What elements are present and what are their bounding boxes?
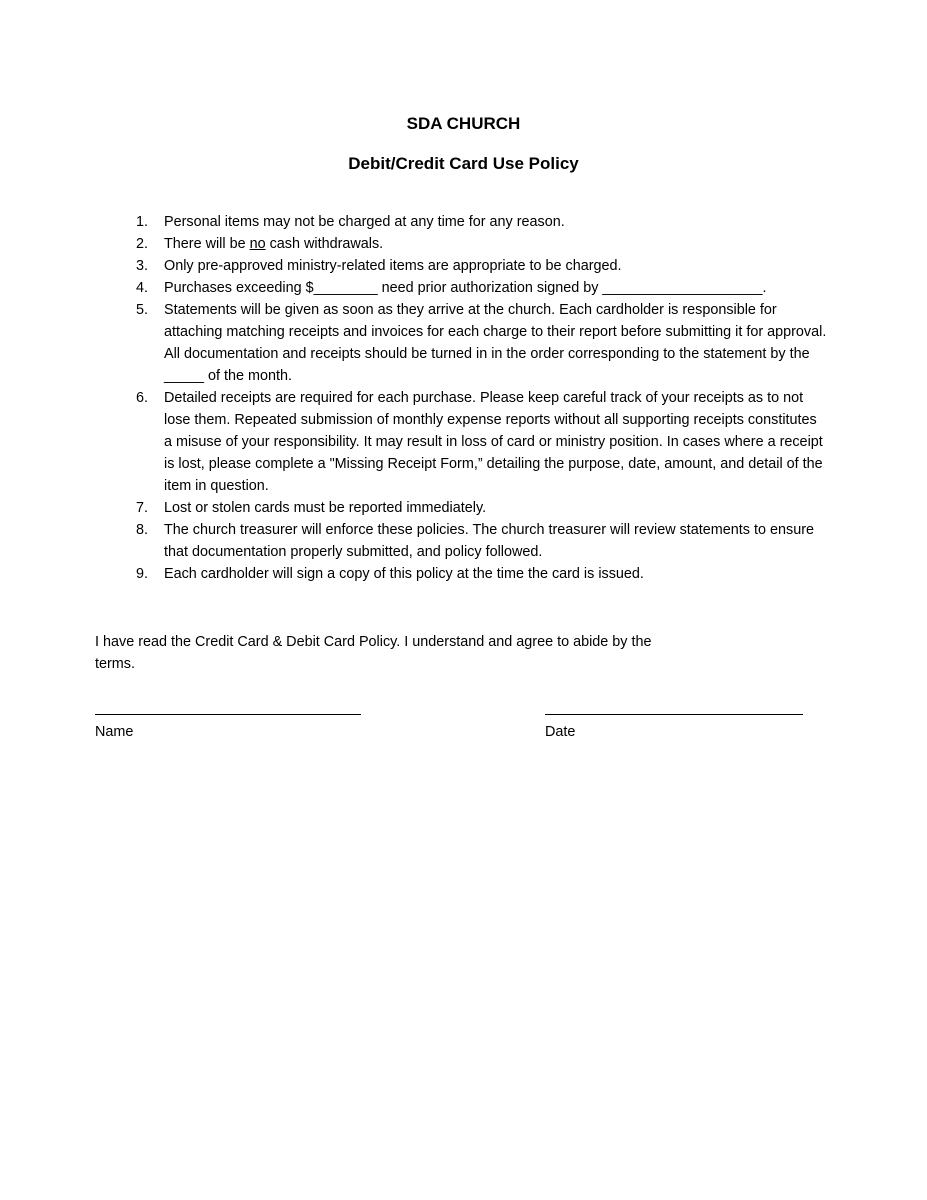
policy-text-part: There will be bbox=[164, 236, 250, 252]
policy-text bbox=[164, 500, 486, 516]
policy-text bbox=[164, 214, 565, 230]
policy-text bbox=[164, 258, 622, 274]
date-signature-line[interactable] bbox=[545, 700, 803, 715]
policy-number: 8. bbox=[136, 522, 149, 538]
policy-emphasis: no bbox=[249, 236, 266, 252]
policy-text-part: cash withdrawals. bbox=[265, 236, 384, 252]
policy-text-part: Lost or stolen cards must be reported immediately. bbox=[164, 500, 487, 516]
policy-item bbox=[0, 255, 927, 277]
policy-text bbox=[164, 390, 823, 494]
policy-text-part: The church treasurer will enforce these policies. The church treasurer will review statements to ensure that documentation properly submitted, and policy followed. bbox=[164, 522, 814, 560]
policy-number: 5. bbox=[136, 302, 149, 318]
policy-number: 7. bbox=[136, 500, 149, 516]
policy-number: 4. bbox=[136, 280, 149, 296]
policy-item bbox=[0, 563, 927, 585]
policy-text bbox=[164, 280, 767, 296]
policy-number: 6. bbox=[136, 390, 149, 406]
policy-text bbox=[164, 566, 644, 582]
policy-text-part: Detailed receipts are required for each purchase. Please keep careful track of your receipts as to not lose them. Repeated submission of monthly expense reports without all supporting receipts constitutes a misuse of your responsibility. It may result in loss of card or ministry position. In cases where a receipt is lost, please complete a "Missing Receipt Form,” detailing the purpose, date, amount, and detail of the item in question. bbox=[164, 390, 823, 494]
organization-name: SDA CHURCH bbox=[406, 114, 521, 133]
name-signature-block bbox=[95, 700, 361, 743]
date-label: Date bbox=[545, 724, 576, 740]
policy-item bbox=[0, 299, 927, 387]
agreement-statement: I have read the Credit Card & Debit Card Policy. I understand and agree to abide by the terms. bbox=[95, 634, 652, 672]
name-label: Name bbox=[95, 724, 134, 740]
name-signature-line[interactable] bbox=[95, 700, 361, 715]
policy-text-part: Only pre-approved ministry-related items are appropriate to be charged. bbox=[164, 258, 622, 274]
policy-text bbox=[164, 522, 814, 560]
document-title: Debit/Credit Card Use Policy bbox=[348, 154, 579, 173]
policy-number: 1. bbox=[136, 214, 149, 230]
policy-number: 9. bbox=[136, 566, 149, 582]
policy-item bbox=[0, 233, 927, 255]
policy-text-part: Each cardholder will sign a copy of this policy at the time the card is issued. bbox=[164, 566, 644, 582]
policy-text bbox=[164, 302, 826, 384]
date-signature-block bbox=[545, 700, 803, 743]
policy-text bbox=[164, 236, 383, 252]
policy-text-part: Personal items may not be charged at any time for any reason. bbox=[164, 214, 565, 230]
policy-item bbox=[0, 211, 927, 233]
policy-item bbox=[0, 387, 927, 497]
policy-number: 3. bbox=[136, 258, 149, 274]
policy-text-part: Statements will be given as soon as they arrive at the church. Each cardholder is responsible for attaching matching receipts and invoices for each charge to their report before submitting it for approval. All documentation and receipts should be turned in in the order corresponding to the statement by the _____ of the month. bbox=[164, 302, 827, 384]
policy-number: 2. bbox=[136, 236, 149, 252]
policy-list bbox=[0, 211, 927, 585]
policy-item bbox=[0, 277, 927, 299]
policy-item bbox=[0, 519, 927, 563]
policy-text-part: Purchases exceeding $________ need prior authorization signed by ____________________. bbox=[164, 280, 767, 296]
policy-item bbox=[0, 497, 927, 519]
